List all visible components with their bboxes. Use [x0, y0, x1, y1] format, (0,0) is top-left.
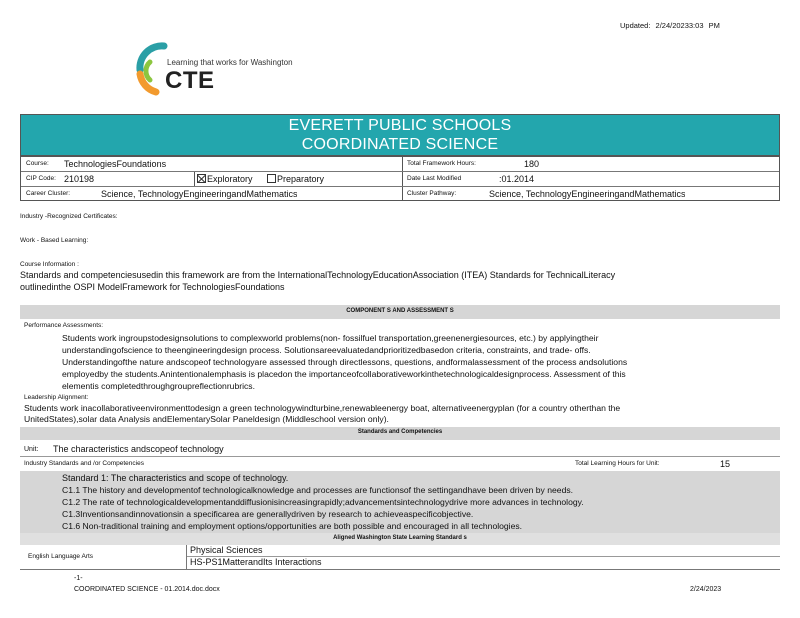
exploratory-label: Exploratory — [207, 174, 253, 184]
list-item: C1.2 The rate of technologicaldevelopmentanddiffusionisincreasingrapidly;advancementsintechnologydrive more advances in technology. — [62, 497, 584, 507]
document-filename: COORDINATED SCIENCE - 01.2014.doc.docx — [74, 586, 220, 593]
updated-timestamp: Updated: 2/24/20233:03 PM — [620, 21, 720, 30]
industry-standards-label: Industry Standards and /or Competencies — [24, 460, 144, 467]
date-modified-value: :01.2014 — [499, 174, 535, 184]
cip-divider — [194, 172, 195, 186]
standards-heading: Standards and Competencies — [357, 429, 443, 435]
unit-divider — [20, 456, 780, 457]
list-item: C1.6 Non-traditional training and employment options/opportunities are both possible and encouraged in all technologies. — [62, 521, 523, 531]
logo-tagline: Learning that works for Washington — [167, 58, 293, 67]
course-info-line: Standards and competenciesusedin this framework are from the InternationalTechnologyEducationAssociation (ITEA) Standards for TechnicalLiteracy — [20, 270, 616, 280]
performance-line: elementis completedthroughgroupreflectionrubrics. — [62, 381, 255, 391]
total-learning-hours-label: Total Learning Hours for Unit: — [575, 460, 660, 467]
aligned-divider — [186, 545, 187, 569]
performance-assessments-label: Performance Assessments: — [24, 322, 104, 329]
info-row-cip — [21, 172, 779, 187]
total-hours-value: 180 — [524, 159, 540, 169]
preparatory-label: Preparatory — [277, 174, 325, 184]
physical-sciences-label: Physical Sciences — [190, 545, 263, 555]
work-based-learning-label: Work - Based Learning: — [20, 237, 89, 244]
career-cluster-label: Career Cluster: — [26, 190, 71, 197]
career-cluster-value: Science, TechnologyEngineeringandMathematics — [101, 189, 298, 199]
unit-value: The characteristics andscopeof technology — [53, 444, 224, 454]
components-heading-band — [20, 305, 780, 319]
english-language-arts-label: English Language Arts — [28, 553, 94, 560]
aligned-standards-heading: Aligned Washington State Learning Standard s — [333, 535, 467, 541]
course-label: Course: — [26, 160, 49, 167]
course-information-label: Course Information : — [20, 261, 79, 268]
performance-line: employedby the students.Anintentionalemphasis is placedon the importanceofcollaborativeworkinthetechnologicaldesignprocess. Assessment of this — [62, 369, 626, 379]
list-item: C1.1 The history and developmentof technologicalknowledge and processes are functionsof the settingandhave been driven by needs. — [62, 485, 574, 495]
total-hours-label: Total Framework Hours: — [407, 160, 476, 167]
performance-line: Understandingofthe nature andscopeof technologyare assessed through directlessons, questions, andformalassessment of the process andsolutions — [62, 357, 628, 367]
cluster-pathway-label: Cluster Pathway: — [407, 190, 457, 197]
industry-certificates-label: Industry -Recognized Certificates: — [20, 213, 118, 220]
list-item: C1.3Inventionsandinnovationsin a specificarea are generallydriven by research to achieveaspecificobjective. — [62, 509, 474, 519]
title-banner — [20, 114, 780, 156]
preparatory-checkbox[interactable] — [267, 174, 276, 183]
page-number: -1- — [74, 575, 83, 582]
cip-value: 210198 — [64, 174, 95, 184]
course-information-text — [20, 269, 780, 293]
cip-label: CIP Code: — [26, 175, 56, 182]
list-item: Standard 1: The characteristics and scope of technology. — [62, 473, 289, 483]
date-modified-label: Date Last Modified — [407, 175, 462, 182]
unit-label: Unit: — [24, 446, 39, 453]
course-value: TechnologiesFoundations — [64, 159, 167, 169]
performance-line: understandingofscience to theengineeringdesign process. Solutionsareevaluatedandprioritizedbasedon criteria, constraints, and trade- offs. — [62, 345, 591, 355]
footer-date: 2/24/2023 — [690, 586, 722, 593]
leadership-alignment-label: Leadership Alignment: — [24, 394, 89, 401]
aligned-heading-band — [20, 533, 780, 545]
info-row-cluster — [21, 187, 779, 202]
leadership-line: UnitedStates),solar data Analysis andElementarySolar Paneldesign (Middleschool version only). — [24, 414, 389, 424]
cte-logo — [134, 40, 334, 96]
standards-heading-band — [20, 427, 780, 440]
cluster-pathway-value: Science, TechnologyEngineeringandMathematics — [489, 189, 686, 199]
performance-line: Students work ingroupstodesignsolutions to complexworld problems(non- fossilfuel transportation,greenenergiesources, etc.) by applyingtheir — [62, 333, 599, 343]
table-bottom-border — [20, 569, 780, 570]
leadership-line: Students work inacollaborativeenvironmenttodesign a green technologywindturbine,renewableenergy boat, alternativeenergyplan (for a country otherthan the — [24, 403, 621, 413]
course-info-line: outlinedinthe OSPI ModelFramework for TechnologiesFoundations — [20, 282, 285, 292]
leadership-text — [24, 403, 780, 425]
exploratory-checkbox[interactable] — [197, 174, 206, 183]
preparatory-option[interactable] — [267, 172, 324, 187]
banner-line2: COORDINATED SCIENCE — [301, 136, 499, 153]
logo-wordmark: CTE — [165, 67, 215, 94]
performance-text — [62, 332, 780, 392]
info-row-course — [21, 157, 779, 172]
components-heading: COMPONENT S AND ASSESSMENT S — [346, 308, 454, 314]
banner-line1: EVERETT PUBLIC SCHOOLS — [288, 117, 512, 134]
exploratory-option[interactable] — [197, 172, 253, 187]
total-learning-hours-value: 15 — [720, 459, 731, 469]
hs-ps1-standard: HS-PS1MatterandIts Interactions — [190, 557, 322, 567]
course-info-table — [20, 156, 780, 201]
